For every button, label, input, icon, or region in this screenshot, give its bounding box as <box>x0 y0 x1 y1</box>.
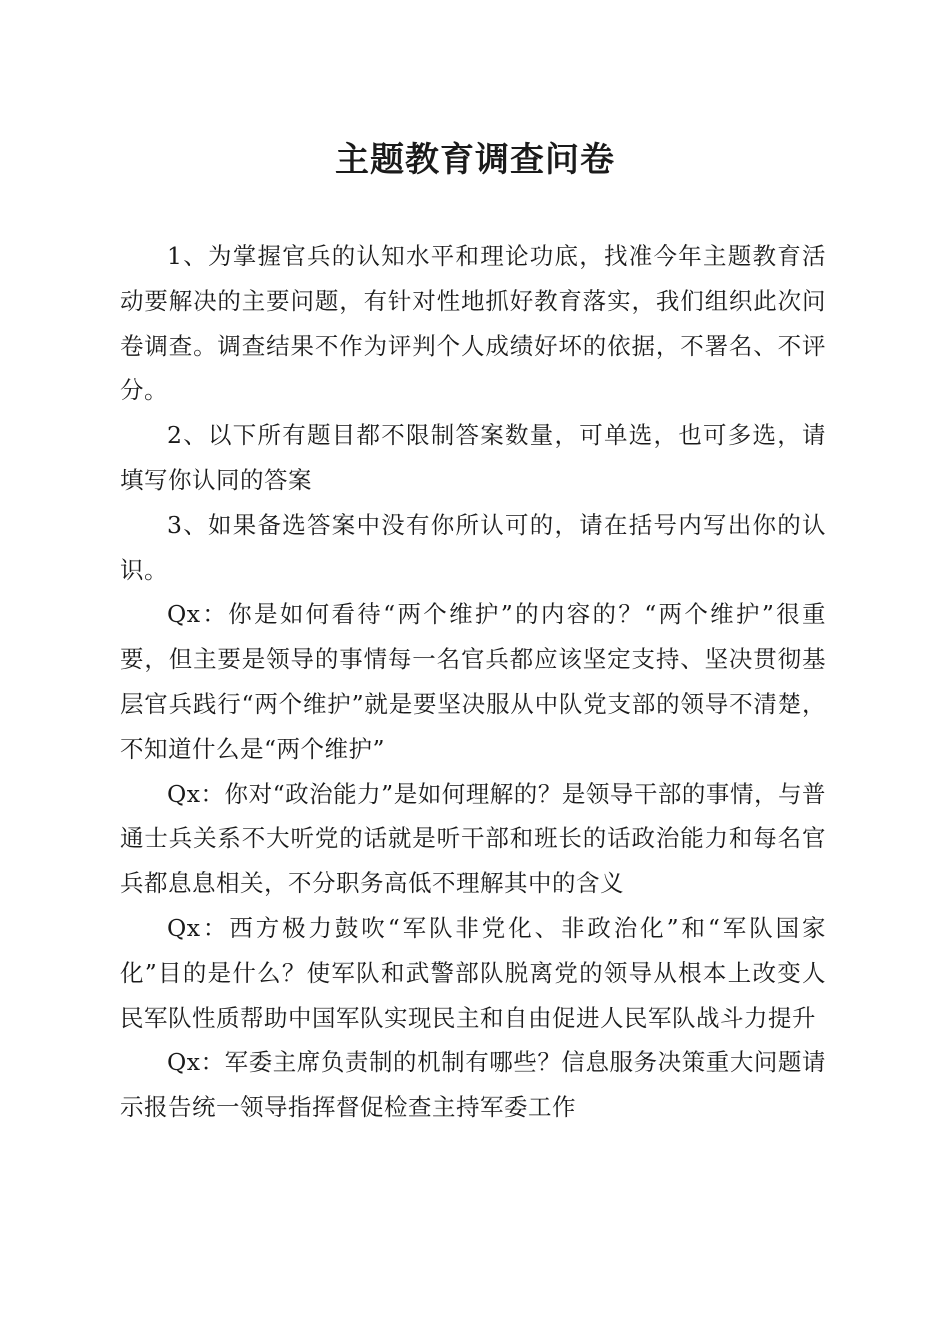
instruction-paragraph-1: 1、为掌握官兵的认知水平和理论功底，找准今年主题教育活动要解决的主要问题，有针对性地抓好教育落实，我们组织此次问卷调查。调查结果不作为评判个人成绩好坏的依据，不署名、不评分。 <box>120 242 826 405</box>
question-political-ability: Qx：你对“政治能力”是如何理解的？是领导干部的事情，与普通士兵关系不大听党的话就是听干部和班长的话政治能力和每名官兵都息息相关，不分职务高低不理解其中的含义 <box>120 779 826 898</box>
question-two-safeguards: Qx：你是如何看待“两个维护”的内容的？“两个维护”很重要，但主要是领导的事情每一名官兵都应该坚定支持、坚决贯彻基层官兵践行“两个维护”就是要坚决服从中队党支部的领导不清楚，不知道什么是“两个维护” <box>120 600 826 763</box>
question-cmc-chairman-system: Qx：军委主席负责制的机制有哪些？信息服务决策重大问题请示报告统一领导指挥督促检查主持军委工作 <box>120 1048 826 1122</box>
document-title: 主题教育调查问卷 <box>335 140 615 180</box>
document-body <box>120 234 826 1130</box>
instruction-paragraph-2: 2、以下所有题目都不限制答案数量，可单选，也可多选，请填写你认同的答案 <box>120 421 826 494</box>
instruction-paragraph-3: 3、如果备选答案中没有你所认可的，请在括号内写出你的认识。 <box>120 510 826 584</box>
question-western-propaganda: Qx：西方极力鼓吹“军队非党化、非政治化”和“军队国家化”目的是什么？使军队和武警部队脱离党的领导从根本上改变人民军队性质帮助中国军队实现民主和自由促进人民军队战斗力提升 <box>120 913 826 1032</box>
